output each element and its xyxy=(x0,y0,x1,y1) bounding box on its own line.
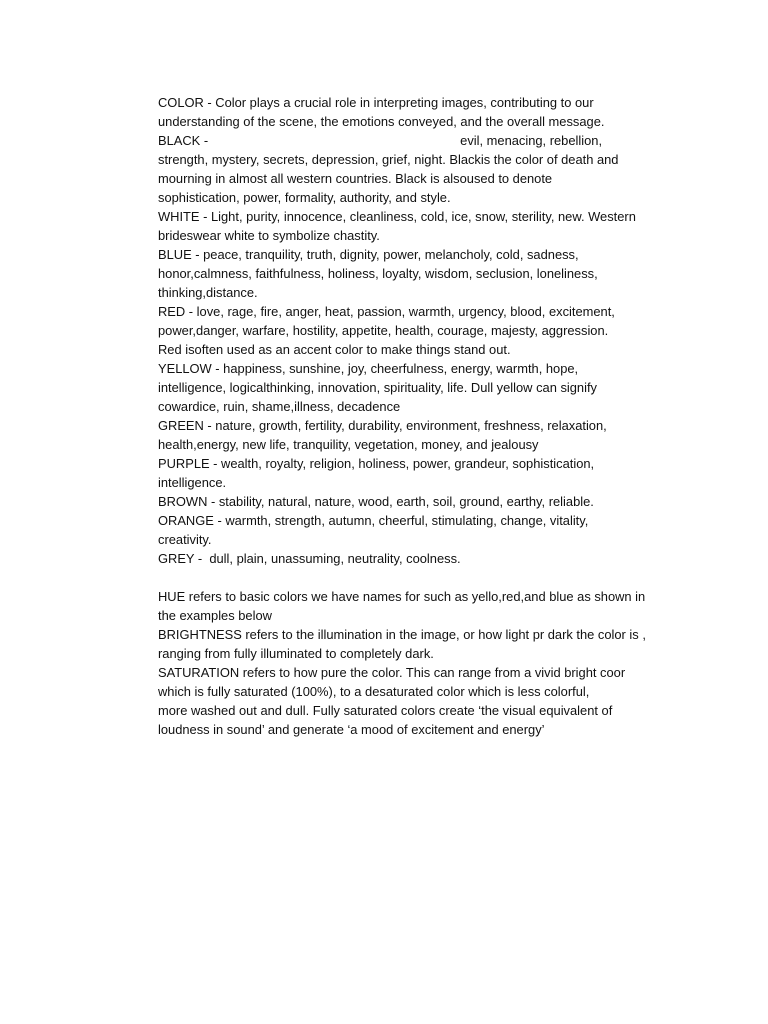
text-line: loudness in sound’ and generate ‘a mood of excitement and energy’ xyxy=(158,722,545,737)
document-body xyxy=(158,93,683,739)
text-line: COLOR - Color plays a crucial role in interpreting images, contributing to our xyxy=(158,95,594,110)
text-line: Red isoften used as an accent color to make things stand out. xyxy=(158,342,511,357)
black-first-line-tail: evil, menacing, rebellion, xyxy=(460,133,603,148)
text-line: BLUE - peace, tranquility, truth, dignity, power, melancholy, cold, sadness, xyxy=(158,247,579,262)
text-line: ranging from fully illuminated to completely dark. xyxy=(158,646,434,661)
text-line: BROWN - stability, natural, nature, wood, earth, soil, ground, earthy, reliable. xyxy=(158,494,594,509)
text-line: creativity. xyxy=(158,532,212,547)
text-line: more washed out and dull. Fully saturated colors create ‘the visual equivalent of xyxy=(158,703,613,718)
black-heading: BLACK - xyxy=(158,133,209,148)
paragraph-color xyxy=(158,93,683,131)
text-line: cowardice, ruin, shame,illness, decadence xyxy=(158,399,401,414)
paragraph-orange xyxy=(158,511,683,549)
text-line: brideswear white to symbolize chastity. xyxy=(158,228,380,243)
text-line: RED - love, rage, fire, anger, heat, passion, warmth, urgency, blood, excitement, xyxy=(158,304,615,319)
text-line: the examples below xyxy=(158,608,272,623)
text-line: WHITE - Light, purity, innocence, cleanliness, cold, ice, snow, sterility, new. Western xyxy=(158,209,636,224)
paragraph-brown xyxy=(158,492,683,511)
text-line: GREEN - nature, growth, fertility, durability, environment, freshness, relaxation, xyxy=(158,418,607,433)
text-line: mourning in almost all western countries. Black is alsoused to denote xyxy=(158,171,553,186)
text-line: GREY - dull, plain, unassuming, neutrality, coolness. xyxy=(158,551,461,566)
text-line: HUE refers to basic colors we have names for such as yello,red,and blue as shown in xyxy=(158,589,646,604)
text-line: intelligence. xyxy=(158,475,227,490)
paragraph-yellow xyxy=(158,359,683,416)
text-line: ORANGE - warmth, strength, autumn, cheerful, stimulating, change, vitality, xyxy=(158,513,589,528)
paragraph-red xyxy=(158,302,683,359)
text-line: power,danger, warfare, hostility, appetite, health, courage, majesty, aggression. xyxy=(158,323,609,338)
text-line: strength, mystery, secrets, depression, grief, night. Blackis the color of death and xyxy=(158,152,619,167)
text-line: intelligence, logicalthinking, innovation, spirituality, life. Dull yellow can signify xyxy=(158,380,597,395)
paragraph-brightness xyxy=(158,625,683,663)
text-line: SATURATION refers to how pure the color. This can range from a vivid bright coor xyxy=(158,665,626,680)
paragraph-green xyxy=(158,416,683,454)
text-line: understanding of the scene, the emotions conveyed, and the overall message. xyxy=(158,114,605,129)
text-line: PURPLE - wealth, royalty, religion, holiness, power, grandeur, sophistication, xyxy=(158,456,595,471)
text-line: thinking,distance. xyxy=(158,285,258,300)
text-line: BRIGHTNESS refers to the illumination in the image, or how light pr dark the color is , xyxy=(158,627,646,642)
text-line: which is fully saturated (100%), to a desaturated color which is less colorful, xyxy=(158,684,590,699)
text-line xyxy=(158,131,683,150)
text-line: YELLOW - happiness, sunshine, joy, cheerfulness, energy, warmth, hope, xyxy=(158,361,579,376)
paragraph-purple xyxy=(158,454,683,492)
paragraph-blue xyxy=(158,245,683,302)
paragraph-saturation xyxy=(158,663,683,739)
text-line: health,energy, new life, tranquility, vegetation, money, and jealousy xyxy=(158,437,539,452)
paragraph-hue xyxy=(158,587,683,625)
text-line: honor,calmness, faithfulness, holiness, loyalty, wisdom, seclusion, loneliness, xyxy=(158,266,598,281)
paragraph-black xyxy=(158,131,683,207)
paragraph-grey xyxy=(158,549,683,568)
paragraph-white xyxy=(158,207,683,245)
text-line: sophistication, power, formality, authority, and style. xyxy=(158,190,451,205)
